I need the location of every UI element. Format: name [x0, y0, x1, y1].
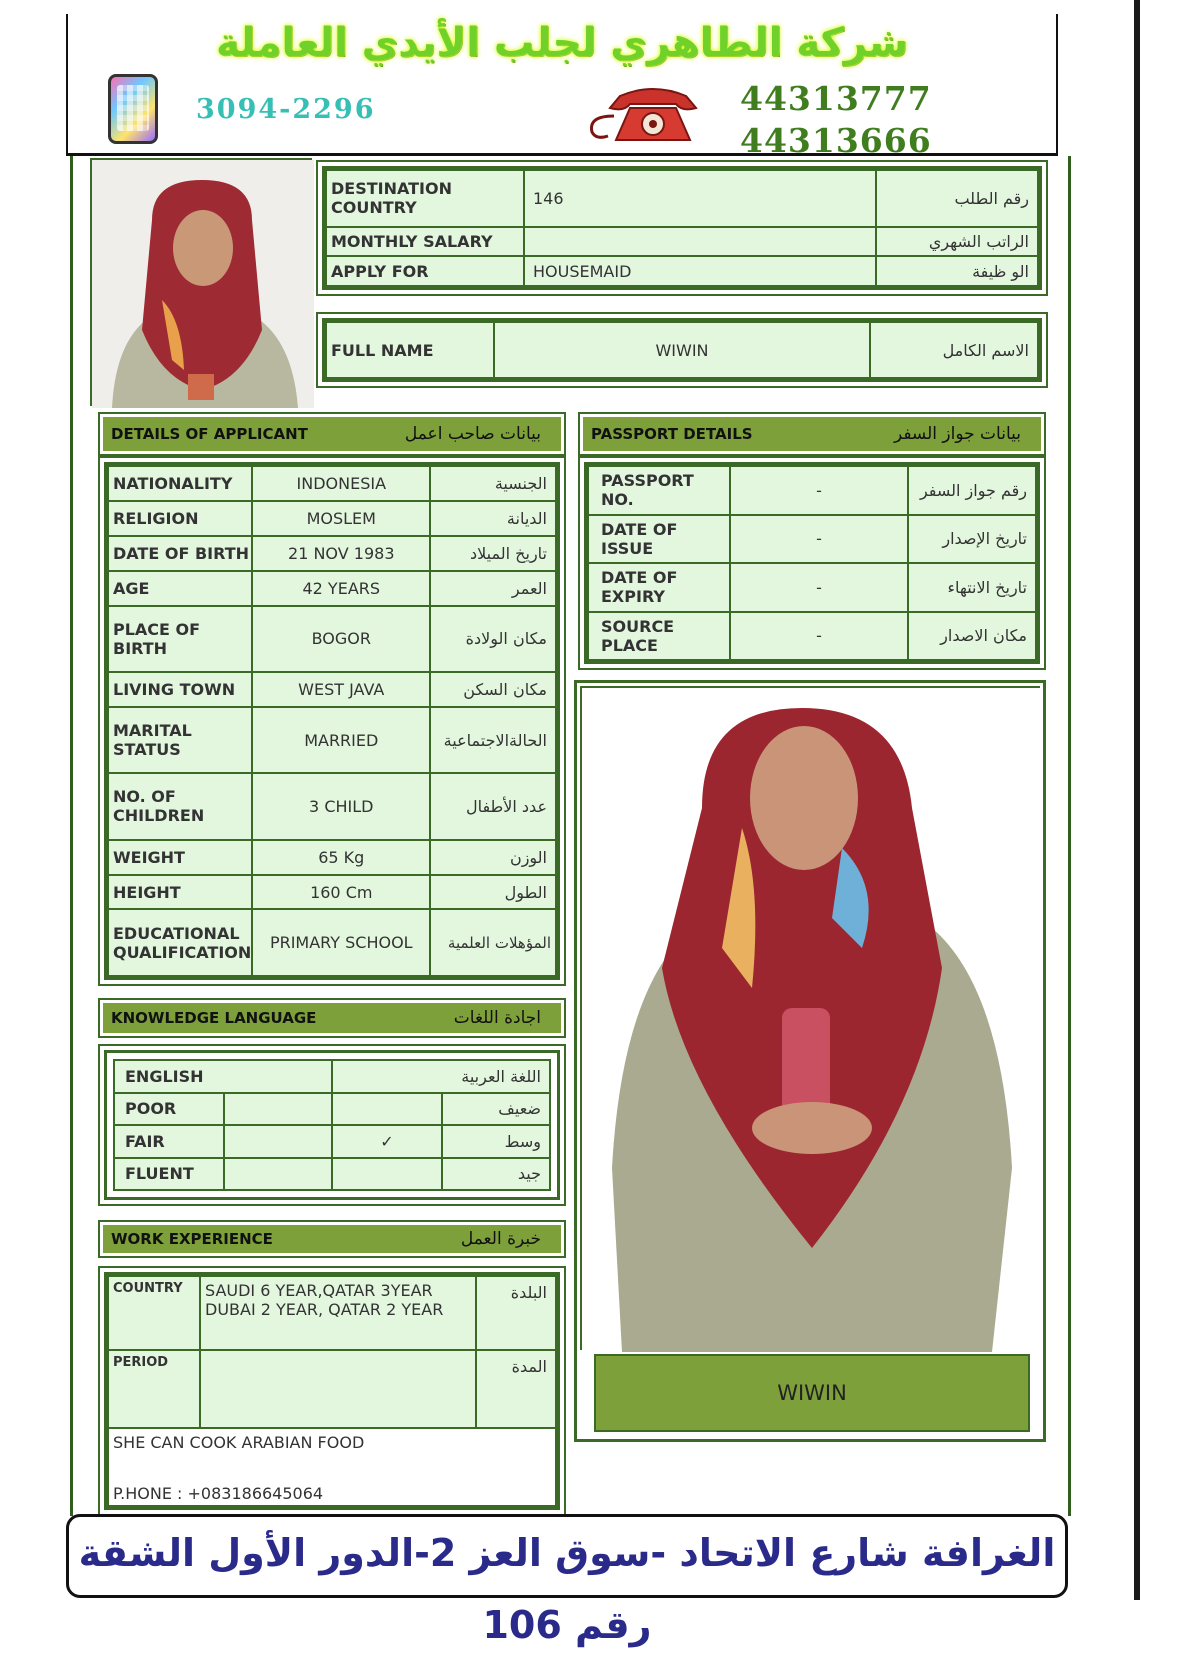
cooking-note: SHE CAN COOK ARABIAN FOOD [113, 1433, 365, 1452]
mobile-phone-icon [108, 74, 158, 144]
children-value: 3 CHILD [252, 773, 430, 839]
table-row [114, 1060, 550, 1093]
passport-no-value: - [730, 466, 908, 515]
children-label-ar: عدد الأطفال [430, 773, 556, 839]
passport-details-panel [578, 456, 1046, 670]
place-of-birth-label: PLACE OF BIRTH [108, 606, 252, 672]
company-name: شركة الطاهري لجلب الأيدي العاملة [216, 20, 908, 66]
poor-label: POOR [114, 1093, 224, 1126]
marital-status-value: MARRIED [252, 707, 430, 773]
age-value: 42 YEARS [252, 571, 430, 606]
notes-cell [108, 1428, 556, 1506]
telephone-number-2: 44313666 [740, 121, 932, 160]
telephone-numbers [740, 78, 932, 162]
fluent-label: FLUENT [114, 1158, 224, 1191]
full-name-label: FULL NAME [326, 322, 494, 378]
table-row [108, 875, 556, 910]
fair-label-ar: وسط [442, 1125, 550, 1158]
applicant-photo-small [90, 158, 312, 406]
telephone-number-1: 44313777 [740, 79, 932, 118]
table-row [108, 466, 556, 501]
date-of-birth-label: DATE OF BIRTH [108, 536, 252, 571]
passport-no-label-ar: رقم جواز السفر [908, 466, 1036, 515]
living-town-label-ar: مكان السكن [430, 672, 556, 707]
weight-value: 65 Kg [252, 840, 430, 875]
work-bar-title: WORK EXPERIENCE [111, 1230, 273, 1248]
office-address: الغرافة شارع الاتحاد -سوق العز 2-الدور الأول الشقة رقم 106 [66, 1514, 1068, 1598]
monthly-salary-label-ar: الراتب الشهري [876, 227, 1038, 257]
apply-for-label: APPLY FOR [326, 256, 524, 286]
table-row [326, 227, 1038, 257]
date-of-birth-value: 21 NOV 1983 [252, 536, 430, 571]
table-row [108, 909, 556, 976]
place-of-birth-label-ar: مكان الولادة [430, 606, 556, 672]
date-of-issue-label-ar: تاريخ الإصدار [908, 515, 1036, 564]
country-value-line-2: DUBAI 2 YEAR, QATAR 2 YEAR [205, 1300, 444, 1319]
work-experience-panel [98, 1266, 566, 1516]
table-row [108, 571, 556, 606]
full-name-label-ar: الاسم الكامل [870, 322, 1038, 378]
language-bar-title-ar: اجادة اللغات [453, 1008, 541, 1028]
table-row [588, 466, 1036, 515]
table-row [108, 773, 556, 839]
passport-details-bar [580, 414, 1044, 454]
nationality-label-ar: الجنسية [430, 466, 556, 501]
passport-bar-title: PASSPORT DETAILS [591, 425, 753, 443]
table-row [114, 1093, 550, 1126]
country-value-line-1: SAUDI 6 YEAR,QATAR 3YEAR [205, 1281, 433, 1300]
period-label-ar: المدة [476, 1350, 556, 1428]
age-label: AGE [108, 571, 252, 606]
table-row [114, 1158, 550, 1191]
country-value [200, 1276, 476, 1350]
table-row [326, 322, 1038, 378]
passport-details-table [587, 465, 1037, 661]
poor-label-ar: ضعيف [442, 1093, 550, 1126]
work-bar-title-ar: خبرة العمل [460, 1229, 541, 1249]
date-of-birth-label-ar: تاريخ الميلاد [430, 536, 556, 571]
passport-bar-title-ar: بيانات جواز السفر [893, 424, 1021, 444]
religion-label: RELIGION [108, 501, 252, 536]
destination-country-label: DESTINATION COUNTRY [326, 170, 524, 227]
nationality-value: INDONESIA [252, 466, 430, 501]
mobile-number: 3094-2296 [196, 94, 376, 125]
applicant-bar-title: DETAILS OF APPLICANT [111, 425, 308, 443]
table-row [588, 515, 1036, 564]
passport-no-label: PASSPORT NO. [588, 466, 730, 515]
arabic-fluent-mark [332, 1158, 442, 1191]
country-label-ar: البلدة [476, 1276, 556, 1350]
english-fair-mark [224, 1125, 332, 1158]
photo-name-plate: WIWIN [594, 1354, 1030, 1432]
english-poor-mark [224, 1093, 332, 1126]
table-row [108, 672, 556, 707]
full-name-table [325, 321, 1039, 379]
left-border-line [70, 156, 73, 1516]
phone-note: P.HONE : +083186645064 [113, 1484, 324, 1503]
destination-country-value: 146 [524, 170, 876, 227]
job-info-panel [316, 160, 1048, 296]
table-row [326, 170, 1038, 227]
living-town-value: WEST JAVA [252, 672, 430, 707]
applicant-bar-title-ar: بيانات صاحب اعمل [404, 424, 541, 444]
arabic-header: اللغة العربية [332, 1060, 550, 1093]
nationality-label: NATIONALITY [108, 466, 252, 501]
date-of-issue-label: DATE OF ISSUE [588, 515, 730, 564]
living-town-label: LIVING TOWN [108, 672, 252, 707]
full-name-panel [316, 312, 1048, 388]
table-row [108, 606, 556, 672]
fluent-label-ar: جيد [442, 1158, 550, 1191]
date-of-issue-value: - [730, 515, 908, 564]
table-row [108, 1350, 556, 1428]
source-place-value: - [730, 612, 908, 661]
telephone-icon [586, 86, 720, 142]
fair-label: FAIR [114, 1125, 224, 1158]
table-row [588, 563, 1036, 612]
table-row [108, 1428, 556, 1506]
education-label-ar: المؤهلات العلمية [430, 909, 556, 976]
date-of-expiry-label: DATE OF EXPIRY [588, 563, 730, 612]
place-of-birth-value: BOGOR [252, 606, 430, 672]
education-value: PRIMARY SCHOOL [252, 909, 430, 976]
job-info-table [325, 169, 1039, 287]
table-row [108, 1276, 556, 1350]
source-place-label: SOURCE PLACE [588, 612, 730, 661]
monthly-salary-label: MONTHLY SALARY [326, 227, 524, 257]
apply-for-value: HOUSEMAID [524, 256, 876, 286]
table-row [588, 612, 1036, 661]
applicant-photo-full [580, 686, 1040, 1350]
religion-value: MOSLEM [252, 501, 430, 536]
marital-status-label: MARITAL STATUS [108, 707, 252, 773]
table-row [108, 536, 556, 571]
source-place-label-ar: مكان الاصدار [908, 612, 1036, 661]
job-label-ar: الو ظيفة [876, 256, 1038, 286]
arabic-fair-check-icon: ✓ [332, 1125, 442, 1158]
full-name-value: WIWIN [494, 322, 870, 378]
language-table [113, 1059, 551, 1191]
weight-label: WEIGHT [108, 840, 252, 875]
height-label: HEIGHT [108, 875, 252, 910]
weight-label-ar: الوزن [430, 840, 556, 875]
date-of-expiry-value: - [730, 563, 908, 612]
table-row [108, 840, 556, 875]
height-value: 160 Cm [252, 875, 430, 910]
request-number-label-ar: رقم الطلب [876, 170, 1038, 227]
period-value [200, 1350, 476, 1428]
age-label-ar: العمر [430, 571, 556, 606]
applicant-details-panel [98, 456, 566, 986]
english-fluent-mark [224, 1158, 332, 1191]
english-header: ENGLISH [114, 1060, 332, 1093]
table-row [326, 256, 1038, 286]
language-bar [100, 1000, 564, 1036]
country-label: COUNTRY [108, 1276, 200, 1350]
language-bar-title: KNOWLEDGE LANGUAGE [111, 1009, 317, 1027]
right-border-line [1068, 156, 1071, 1516]
applicant-details-bar [100, 414, 564, 454]
children-label: NO. OF CHILDREN [108, 773, 252, 839]
arabic-poor-mark [332, 1093, 442, 1126]
language-panel [98, 1044, 566, 1206]
table-row [108, 707, 556, 773]
monthly-salary-value [524, 227, 876, 257]
religion-label-ar: الديانة [430, 501, 556, 536]
table-row [114, 1125, 550, 1158]
table-row [108, 501, 556, 536]
date-of-expiry-label-ar: تاريخ الانتهاء [908, 563, 1036, 612]
applicant-details-table [107, 465, 557, 977]
marital-status-label-ar: الحالةالاجتماعية [430, 707, 556, 773]
work-experience-bar [100, 1222, 564, 1256]
height-label-ar: الطول [430, 875, 556, 910]
education-label: EDUCATIONAL QUALIFICATION [108, 909, 252, 976]
period-label: PERIOD [108, 1350, 200, 1428]
work-experience-table [107, 1275, 557, 1507]
